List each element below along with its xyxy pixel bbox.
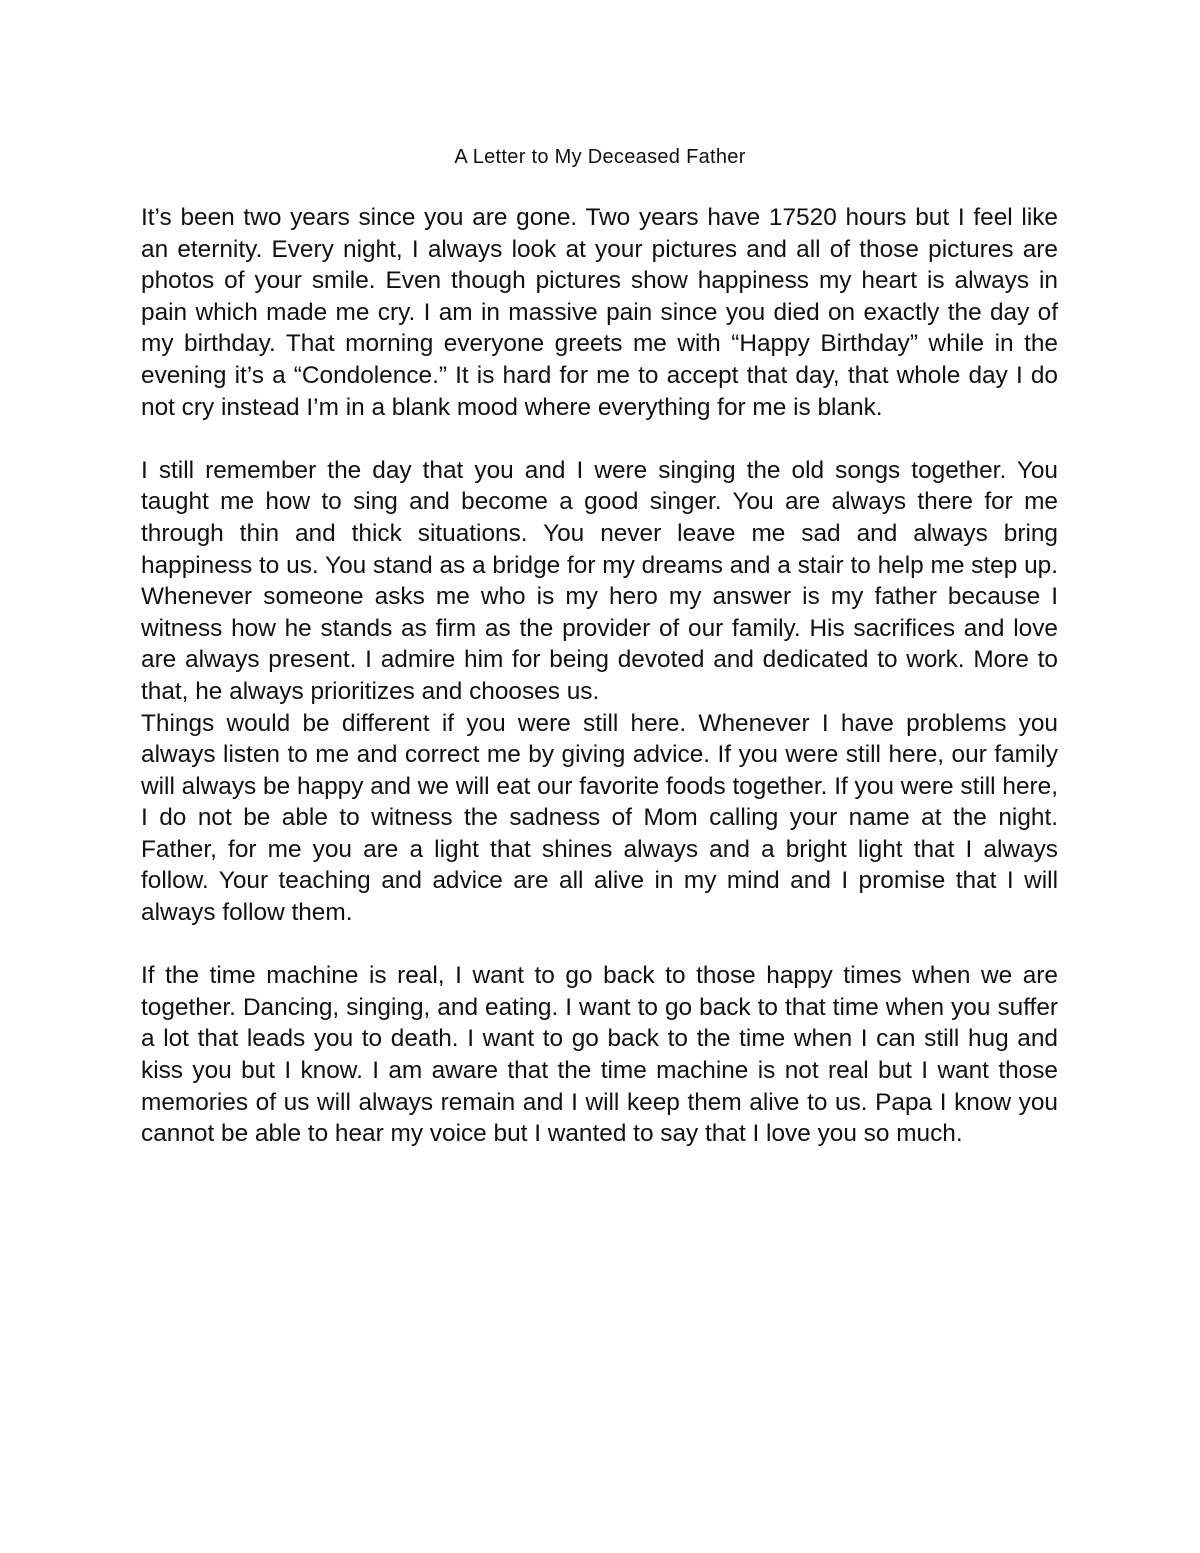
document-body [141, 202, 1058, 1150]
paragraph-3: Things would be different if you were still here. Whenever I have problems you always listen to me and correct me by giving advice. If you were still here, our family will always be happy and we will eat our favorite foods together. If you were still here, I do not be able to witness the sadness of Mom calling your name at the night. Father, for me you are a light that shines always and a bright light that I always follow. Your teaching and advice are all alive in my mind and I promise that I will always follow them. [141, 709, 1058, 927]
document-title: A Letter to My Deceased Father [454, 146, 746, 168]
paragraph-2: I still remember the day that you and I were singing the old songs together. You taught me how to sing and become a good singer. You are always there for me through thin and thick situations. You never leave me sad and always bring happiness to us. You stand as a bridge for my dreams and a stair to help me step up. Whenever someone asks me who is my hero my answer is my father because I witness how he stands as firm as the provider of our family. His sacrifices and love are always present. I admire him for being devoted and dedicated to work. More to that, he always prioritizes and chooses us. [141, 456, 1058, 705]
paragraph-4: If the time machine is real, I want to go back to those happy times when we are together. Dancing, singing, and eating. I want to go back to that time when you suffer a lot that leads you to death. I want to go back to the time when I can still hug and kiss you but I know. I am aware that the time machine is not real but I want those memories of us will always remain and I will keep them alive to us. Papa I know you cannot be able to hear my voice but I wanted to say that I love you so much. [141, 962, 1058, 1148]
paragraph-1: It’s been two years since you are gone. Two years have 17520 hours but I feel like an eternity. Every night, I always look at your pictures and all of those pictures are photos of your smile. Even though pictures show happiness my heart is always in pain which made me cry. I am in massive pain since you died on exactly the day of my birthday. That morning everyone greets me with “Happy Birthday” while in the evening it’s a “Condolence.” It is hard for me to accept that day, that whole day I do not cry instead I’m in a blank mood where everything for me is blank. [141, 204, 1058, 421]
